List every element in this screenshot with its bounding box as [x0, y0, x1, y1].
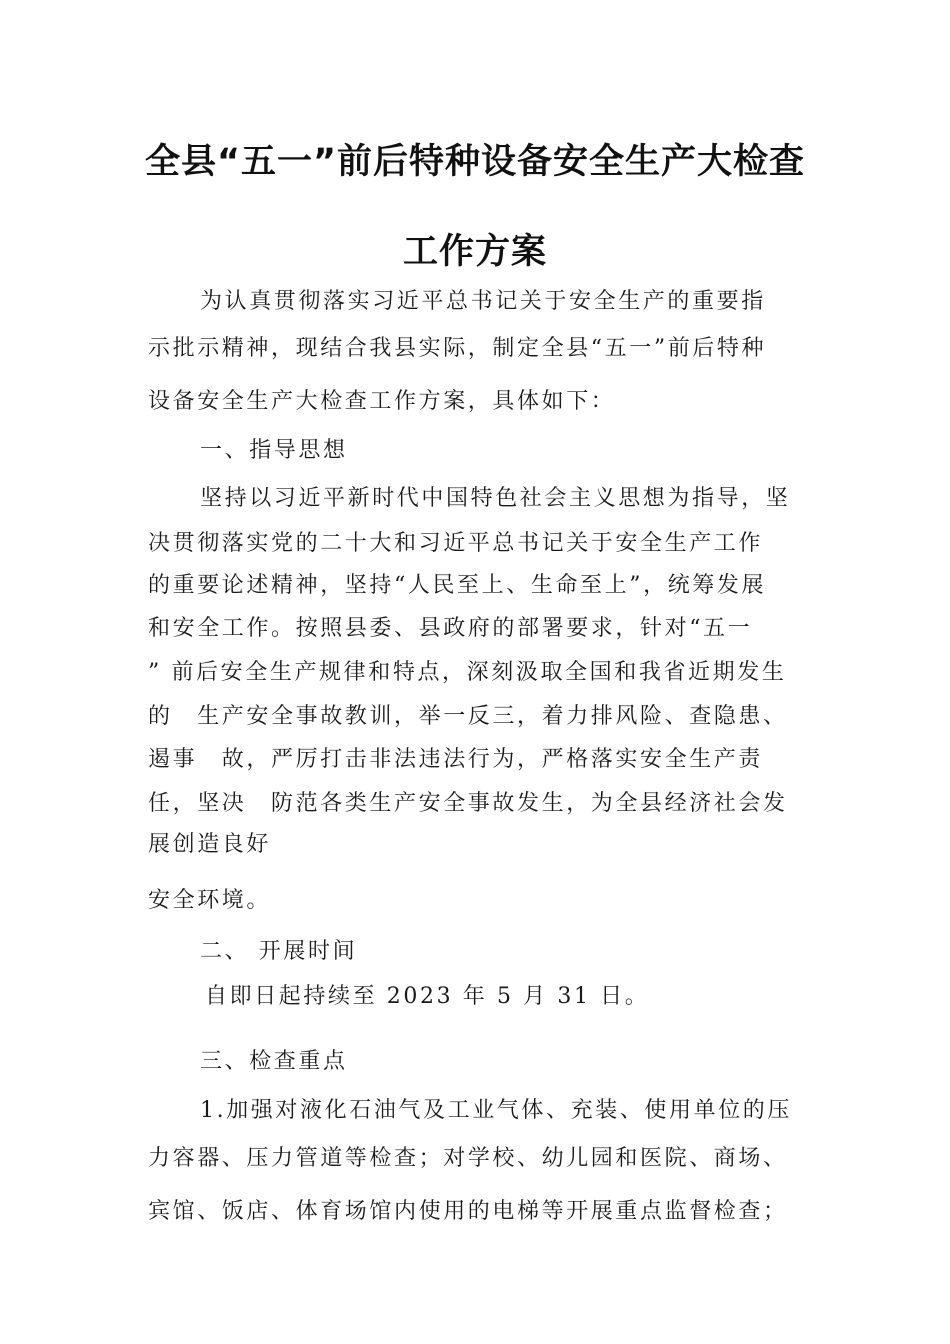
body-line-2: 决贯彻落实党的二十大和习近平总书记关于安全生产工作: [148, 531, 764, 556]
intro-line-1: 为认真贯彻落实习近平总书记关于安全生产的重要指: [200, 289, 766, 314]
section-heading-time: 二、 开展时间: [200, 939, 358, 964]
body-line-6: 的 生产安全事故教训，举一反三，着力排风险、查隐患、: [148, 704, 788, 729]
body-line-5: ” 前后安全生产规律和特点，深刻汲取全国和我省近期发生: [148, 660, 787, 685]
body-line-3: 的重要论述精神，坚持“人民至上、生命至上”，统筹发展: [148, 573, 767, 598]
body-line-4: 和安全工作。按照县委、县政府的部署要求，针对“五一: [148, 616, 753, 641]
intro-line-3: 设备安全生产大检查工作方案，具体如下：: [148, 389, 616, 414]
focus-line-3: 宾馆、饭店、体育场馆内使用的电梯等开展重点监督检查；: [148, 1199, 788, 1224]
body-line-9: 展创造良好: [148, 832, 272, 857]
section-heading-focus: 三、检查重点: [200, 1049, 348, 1074]
body-line-7: 遏事 故，严厉打击非法违法行为，严格落实安全生产责: [148, 747, 764, 772]
document-title-line-2: 工作方案: [402, 232, 547, 272]
focus-line-2: 力容器、压力管道等检查；对学校、幼儿园和医院、商场、: [148, 1146, 788, 1171]
section-heading-guiding-ideology: 一、指导思想: [200, 438, 348, 463]
document-title-line-1: 全县“五一”前后特种设备安全生产大检查: [144, 142, 805, 182]
body-line-10: 安全环境。: [148, 888, 272, 913]
body-line-8: 任，坚决 防范各类生产安全事故发生，为全县经济社会发: [148, 791, 788, 816]
intro-line-2: 示批示精神，现结合我县实际，制定全县“五一”前后特种: [148, 336, 767, 361]
body-line-1: 坚持以习近平新时代中国特色社会主义思想为指导，坚: [200, 486, 791, 511]
time-line: 自即日起持续至 2023 年 5 月 31 日。: [205, 984, 650, 1009]
focus-line-1: 1.加强对液化石油气及工业气体、充装、使用单位的压: [200, 1098, 792, 1123]
